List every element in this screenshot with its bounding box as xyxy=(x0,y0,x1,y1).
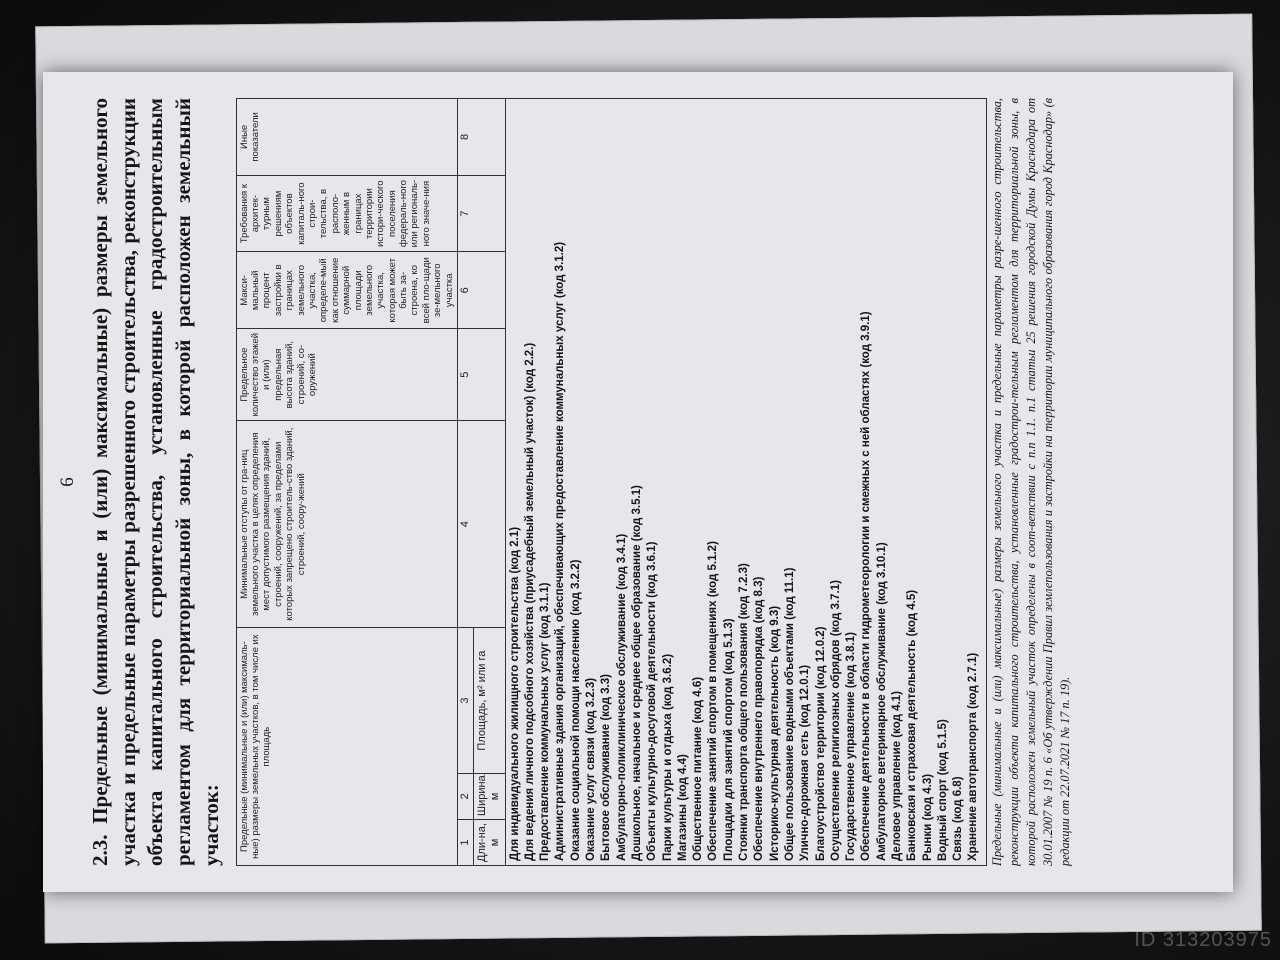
column-number: 5 xyxy=(458,329,506,421)
header-architecture: Требования к архитек-турным решениям объектов капиталь-ного строи-тельства, в располо-женным в границах территории истори-ческого поселения федераль-ного или региональ-ного значе-ния xyxy=(236,175,457,252)
header-floors: Предельное количество этажей и (или) предельная высота зданий, строений, со-оружений xyxy=(236,329,457,421)
parameters-table xyxy=(236,98,506,866)
use-item: Рынки (код 4.3) xyxy=(921,773,934,861)
use-item: Государственное управление (код 3.8.1) xyxy=(845,632,858,861)
subheader-width: Ширина, м xyxy=(474,773,505,819)
section-title: 2.3. Предельные (минимальные и (или) максимальные) размеры земельного участка и предельные параметры разрешенного строительства, реконструкции объекта капитального строительства, установленные градостроительным регламентом для территориальной зоны, в которой расположен земельный участок: xyxy=(88,98,223,866)
page-number: 6 xyxy=(57,477,78,487)
use-item: Водный спорт (код 5.1.5) xyxy=(936,719,949,861)
use-item: Парки культуры и отдыха (код 3.6.2) xyxy=(661,653,674,861)
use-item: Обеспечение внутреннего правопорядка (код 8.3) xyxy=(753,576,766,861)
subheader-area: Площадь, м² или га xyxy=(474,628,505,774)
use-item: Обеспечение деятельности в области гидрометеорологии и смежных с ней областях (код 3.9.1) xyxy=(860,311,873,861)
use-item: Магазины (код 4.4) xyxy=(676,754,689,861)
use-item: Улично-дорожная сеть (код 12.0.1) xyxy=(799,664,812,861)
use-item: Стоянки транспорта общего пользования (код 7.2.3) xyxy=(738,563,751,861)
use-item: Для индивидуального жилищного строительства (код 2.1) xyxy=(508,526,521,861)
use-item: Хранение автотранспорта (код 2.7.1) xyxy=(967,652,980,861)
use-item: Амбулаторно-поликлиническое обслуживание (код 3.4.1) xyxy=(615,533,628,861)
column-number: 6 xyxy=(458,252,506,329)
use-item: Предоставление коммунальных услуг (код 3.1.1) xyxy=(539,582,552,861)
use-item: Площадки для занятий спортом (код 5.1.3) xyxy=(722,618,735,861)
column-number: 7 xyxy=(458,175,506,252)
use-item: Осуществление религиозных обрядов (код 3.7.1) xyxy=(829,580,842,861)
header-setbacks: Минимальные отступы от гра-ниц земельного участка в целях определения мест допустимого размещения зданий, строений, сооружений, за пределами которых запрещено строитель-ство зданий, строений, соору-жений xyxy=(236,421,457,628)
use-item: Общее пользование водными объектами (код 11.1) xyxy=(783,567,796,861)
column-number: 8 xyxy=(458,99,506,176)
use-item: Обеспечение занятий спортом в помещениях (код 5.1.2) xyxy=(707,541,720,861)
column-number: 3 xyxy=(458,628,474,774)
column-number: 4 xyxy=(458,421,506,628)
use-item: Банковская и страховая деятельность (код 4.5) xyxy=(906,589,919,861)
header-coverage: Макси-мальный процент застройки в границах земельного участка, определе-мый как отношение суммарной площади земельного участка, которая может быть за-строена, ко всей пло-щади зе-мельного участка xyxy=(236,252,457,329)
use-item: Оказание услуг связи (код 3.2.3) xyxy=(585,677,598,861)
use-item: Связь (код 6.8) xyxy=(952,776,965,861)
use-item: Бытовое обслуживание (код 3.3) xyxy=(600,674,613,861)
header-other: Иные показатели xyxy=(236,99,457,176)
document-page xyxy=(43,72,1233,892)
use-item: Административные здания организаций, обеспечивающих предоставление коммунальных услуг (код 3.1.2) xyxy=(554,241,567,861)
column-number: 2 xyxy=(458,773,474,819)
column-number: 1 xyxy=(458,819,474,865)
use-item: Благоустройство территории (код 12.0.2) xyxy=(814,626,827,861)
use-item: Историко-культурная деятельность (код 9.3) xyxy=(768,605,781,861)
permitted-uses-list xyxy=(506,98,987,866)
use-item: Амбулаторное ветеринарное обслуживание (код 3.10.1) xyxy=(875,542,888,861)
use-item: Дошкольное, начальное и среднее общее образование (код 3.5.1) xyxy=(630,485,643,861)
footnote: Предельные (минимальные и (или) максимальные) размеры земельного участка и предельные параметры разре-шенного строительства, реконструкции объекта капитального строительства, установленные градострои-тельным регламентом для территориальной зоны, в которой расположен земельный участок определены в соот-ветствии с п.п 1.1. п.1 статьи 25 решения городской Думы Краснодара от 30.01.2007 № 19 п. 6 «Об утверждении Правил землепользования и застройки на территории муниципального образования город Краснодар» (в редакции от 22.07.2021 № 17 п. 19). xyxy=(989,98,1072,866)
watermark: ID 313203975 xyxy=(1134,929,1272,951)
use-item: Деловое управление (код 4.1) xyxy=(891,691,903,861)
use-item: Объекты культурно-досуговой деятельности (код 3.6.1) xyxy=(646,541,659,861)
use-item: Общественное питание (код 4.6) xyxy=(692,676,705,861)
use-item: Оказание социальной помощи населению (код 3.2.2) xyxy=(569,559,582,861)
subheader-length: Дли-на, м xyxy=(474,819,505,865)
use-item: Для ведения личного подсобного хозяйства (приусадебный земельный участок) (код 2.2.) xyxy=(523,342,536,861)
header-plot-sizes: Предельные (минимальные и (или) максималь-ные) размеры земельных участков, в том числе их площадь xyxy=(236,628,457,866)
